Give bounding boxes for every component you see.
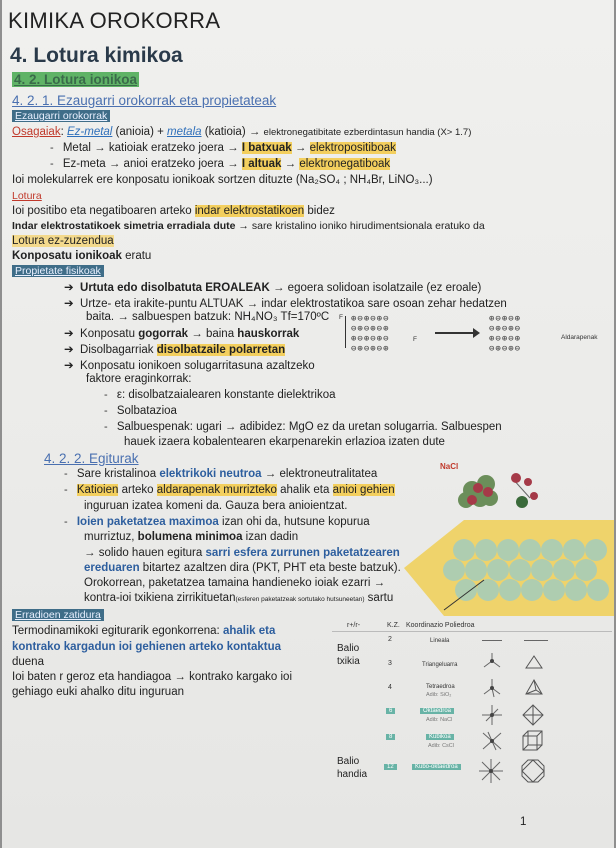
konposatu-line: Konposatu ionikoak eratu — [12, 250, 152, 262]
prop-solugarritasuna-2: faktore eraginkorrak: — [86, 373, 192, 385]
label-general: Ezaugarri orokorrak — [12, 110, 110, 122]
chapter-title: 4. Lotura kimikoa — [10, 44, 183, 67]
lotura-line: Ioi positibo eta negatiboaren arteko indar elektrostatikoen bidez — [12, 205, 335, 217]
shift-arrow-head — [473, 328, 480, 338]
aldarapenak-label: Aldarapenak — [561, 334, 598, 341]
shift-arrow-line — [435, 332, 475, 334]
katioia-text: (katioia) → — [201, 126, 264, 138]
table-header-ratio: r+/r- — [347, 622, 361, 629]
molekula-line: Ioi molekularrek ere konposatu ionikoak sortzen dituzte (Na₂SO₄ ; NH₄Br, LiNO₃...) — [12, 174, 433, 186]
row-kz: 2 — [388, 636, 392, 643]
cuboctahedron-polyhedron-icon — [520, 758, 546, 784]
subsection-title-2: 4. 2. 2. Egiturak — [44, 451, 139, 466]
section-title: 4. 2. Lotura ionikoa — [14, 72, 138, 87]
ion-shift-diagram — [339, 314, 611, 358]
prop-urtze-1: ➔ Urtze- eta irakite-puntu ALTUAK → indar elektrostatikoa sare osoan zehar hedatzen — [64, 298, 507, 310]
triangle-polyhedron-icon — [524, 654, 544, 670]
egitura-paketatzea-3: → solido hauen egitura sarri esfera zurrunen paketatzearen — [84, 547, 400, 559]
row-example: Adib: CsCl — [428, 743, 454, 749]
ion-row-left-1: ⊕⊖⊕⊖⊕⊖ — [351, 314, 390, 324]
metala-term: metala — [167, 126, 202, 138]
force-label-bottom: F — [413, 336, 417, 343]
cube-polyhedron-icon — [522, 730, 544, 752]
force-label-top: F — [339, 314, 343, 321]
row-name: Triangeluarra — [422, 662, 458, 668]
indar-line: Indar elektrostatikoek simetria erradiala dute → sare kristalino ioniko hirudimentsionala eratuko da — [12, 220, 485, 232]
egitura-katioien: - Katioien arteko aldarapenak murrizteko ahalik eta anioi gehien — [64, 484, 395, 496]
nacl-label: NaCl — [440, 462, 459, 471]
cubic-geometry-icon — [480, 730, 504, 752]
lotura-label: Lotura — [12, 190, 42, 202]
prop-urtze-2: baita. → salbuespen batzuk: NH₄NO₃ Tf=170ºC — [86, 311, 330, 323]
ezmetal-term: Ez-metal — [66, 126, 113, 138]
sub-solbatazioa: - Solbatazioa — [104, 405, 177, 417]
sub-dielektrikoa: - ε: disolbatzaialearen konstante dielektrikoa — [104, 389, 336, 401]
ion-row-left-3: ⊕⊖⊕⊖⊕⊖ — [351, 334, 390, 344]
table-header-poliedroa: Koordinazio Poliedroa — [406, 622, 475, 629]
bullet-metal: - Metal → katioiak eratzeko joera → I batxuak → elektropositiboak — [50, 142, 396, 154]
osagaiak-line: Osagaiak: Ez-metal (anioia) + metala (katioia) → elektronegatibitate ezberdintasun handia (X> 1.7) — [12, 126, 472, 138]
row-kz: 3 — [388, 660, 392, 667]
row-name: Lineala — [430, 638, 450, 644]
egitura-neutroa: - Sare kristalinoa elektrikoki neutroa → elektroneutralitatea — [64, 468, 378, 480]
sphere-packing-image — [404, 520, 614, 616]
force-line — [345, 316, 346, 348]
ion-row-right-3: ⊕⊖⊕⊖⊕ — [489, 334, 522, 344]
row-example: Adib: NaCl — [426, 717, 453, 723]
prop-eroaleak: ➔ Urtuta edo disolbatuta EROALEAK → egoera solidoan isolatzaile (ez eroale) — [64, 282, 482, 294]
row-kz: 8 — [386, 734, 395, 740]
table-header-rule — [332, 631, 612, 632]
osagaiak-label: Osagaiak — [12, 126, 61, 138]
nacl-crystal-image — [452, 468, 542, 518]
row-name: Kubo-oktaedroa — [412, 764, 461, 770]
zatidura-l5: gehiago euki ahalko ditu inguruan — [12, 686, 184, 698]
octahedron-polyhedron-icon — [522, 704, 544, 726]
zatidura-l1: Termodinamikoki egiturarik egonkorrena: ahalik eta — [12, 625, 276, 637]
table-header-kz: K.Z. — [387, 622, 400, 629]
ion-row-left-2: ⊖⊕⊖⊕⊖⊕ — [351, 324, 390, 334]
egitura-katioien-2: inguruan izatea komeni da. Gauza bera anioientzat. — [84, 500, 348, 512]
sub-salbuespenak-2: hauek izaera kobalentearen ekarpenarekin erlazioa izaten dute — [124, 436, 445, 448]
ion-row-right-2: ⊖⊕⊖⊕⊖ — [489, 324, 522, 334]
sub-salbuespenak-1: - Salbuespenak: ugari → adibidez: MgO ez da uretan solugarria. Salbuespen — [104, 421, 502, 433]
balio-txikia-2: txikia — [337, 656, 360, 667]
ion-row-right-1: ⊕⊖⊕⊖⊕ — [489, 314, 522, 324]
line-polyhedron-icon — [524, 640, 548, 641]
row-name: Kubikoa — [426, 734, 454, 740]
cuboctahedral-geometry-icon — [478, 758, 504, 784]
row-kz: 12 — [384, 764, 397, 770]
tetrahedron-polyhedron-icon — [524, 678, 544, 698]
label-fisikoak: Propietate fisikoak — [12, 265, 104, 277]
ezzuzendua-line: Lotura ez-zuzendua — [12, 235, 114, 247]
ion-row-left-4: ⊖⊕⊖⊕⊖⊕ — [351, 344, 390, 354]
tetrahedral-geometry-icon — [482, 678, 502, 698]
balio-handia-2: handia — [337, 769, 368, 780]
balio-txikia-1: Balio — [337, 643, 360, 654]
document-page — [2, 0, 614, 848]
row-kz: 4 — [388, 684, 392, 691]
ion-row-right-4: ⊖⊕⊖⊕⊖ — [489, 344, 522, 354]
row-example: Adib: SiO₂ — [426, 692, 452, 698]
prop-solugarritasuna-1: ➔ Konposatu ionikoen solugarritasuna azaltzeko — [64, 360, 315, 372]
anioia-text: (anioia) + — [112, 126, 168, 138]
zatidura-l2: kontrako kargadun ioi gehienen arteko kontaktua — [12, 641, 282, 653]
coordination-table — [382, 634, 612, 786]
prop-gogorrak: ➔ Konposatu gogorrak → baina hauskorrak — [64, 328, 300, 340]
egitura-paketatzea-4: ereduaren bitartez azaltzen dira (PKT, PHT eta beste batzuk). — [84, 562, 401, 574]
egitura-paketatzea-5: Orokorrean, paketatzea tamaina handieneko ioiak ezarri → — [84, 577, 386, 589]
zatidura-l3: duena — [12, 656, 44, 668]
row-name: Tetraedroa — [426, 684, 455, 690]
trigonal-geometry-icon — [482, 652, 502, 670]
prop-disolbagarriak: ➔ Disolbagarriak disolbatzaile polarretan — [64, 344, 286, 356]
egitura-paketatzea-6: kontra-ioi txikiena zirrikituetan(esferen paketatzeak sortutako hutsuneetan) sartu — [84, 592, 394, 604]
electronegativity-text: elektronegatibitate ezberdintasun handia (X> 1.7) — [263, 127, 472, 138]
egitura-paketatzea: - Ioien paketatzea maximoa izan ohi da, hutsune kopurua — [64, 516, 370, 528]
octahedral-geometry-icon — [480, 704, 504, 726]
egitura-paketatzea-2: murriztuz, bolumena minimoa izan dadin — [84, 531, 299, 543]
page-number: 1 — [520, 816, 527, 828]
label-zatidura: Erradioen zatidura — [12, 609, 104, 621]
row-kz: 6 — [386, 708, 395, 714]
zatidura-l4: Ioi baten r geroz eta handiagoa → kontrako kargako ioi — [12, 671, 293, 683]
linear-geometry-icon — [482, 640, 502, 641]
row-name: Oktaedroa — [420, 708, 454, 714]
subsection-title-1: 4. 2. 1. Ezaugarri orokorrak eta propietateak — [12, 93, 277, 108]
balio-handia-1: Balio — [337, 756, 360, 767]
bullet-ezmetal: - Ez-meta → anioi eratzeko joera → I altuak → elektronegatiboak — [50, 158, 391, 170]
header-title: KIMIKA OROKORRA — [8, 8, 221, 33]
